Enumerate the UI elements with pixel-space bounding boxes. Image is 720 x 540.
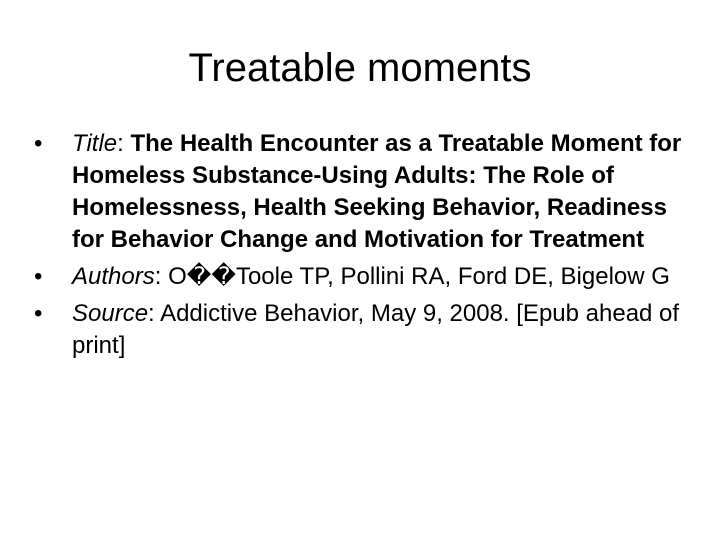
bullet-separator: : [148,300,161,327]
bullet-dot: • [34,300,43,327]
slide-title: Treatable moments [188,46,532,90]
bullet-label-title: Title [72,130,118,157]
bullet-text-title: The Health Encounter as a Treatable Moment for Homeless Substance-Using Adults: The Role of Homelessness, Health Seeking Behavior, Readiness for Behavior Change and Motivation for Treatment [72,130,682,253]
bullet-item-title [34,128,694,256]
bullet-text-authors: O��Toole TP, Pollini RA, Ford DE, Bigelow G [168,263,670,290]
bullet-dot: • [34,130,43,157]
bullet-label-source: Source [72,300,149,327]
bullet-dot: • [34,263,43,290]
bullet-separator: : [117,130,131,157]
bullet-text-source: Addictive Behavior, May 9, 2008. [Epub ahead of print] [72,300,680,359]
bullet-separator: : [154,263,169,290]
bullet-item-source [34,298,694,362]
bullet-list [34,128,694,367]
bullet-label-authors: Authors [72,263,155,290]
bullet-item-authors [34,261,694,293]
